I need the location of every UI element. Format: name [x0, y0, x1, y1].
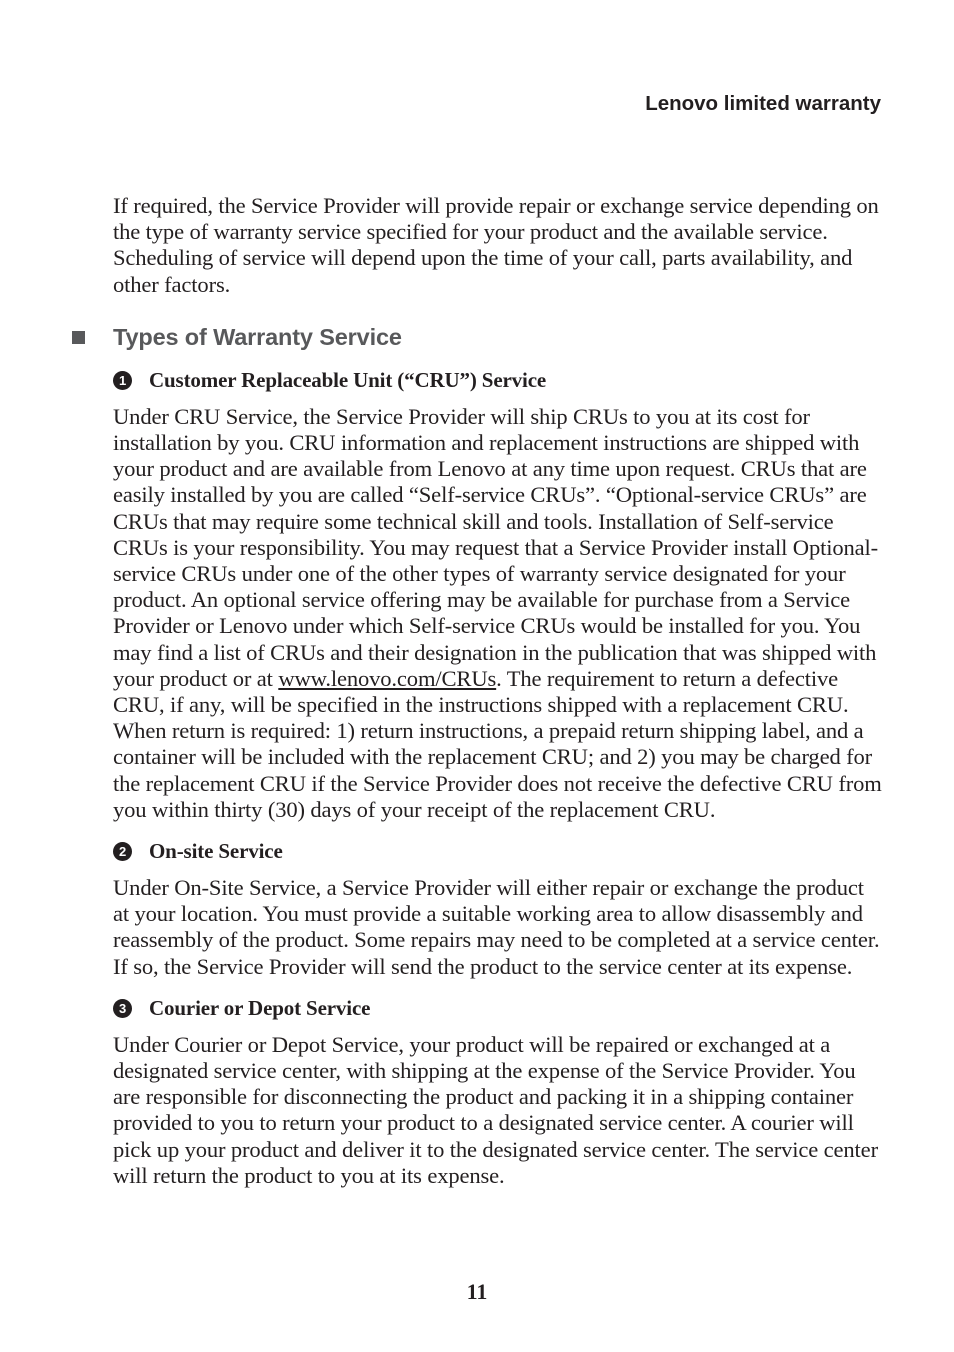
page-number: 11: [466, 1279, 488, 1304]
section-title: Types of Warranty Service: [113, 323, 402, 350]
subheading-title: Customer Replaceable Unit (“CRU”) Service: [149, 367, 547, 392]
subheading-courier-depot-service: [113, 994, 883, 1022]
section-heading: [113, 322, 883, 352]
onsite-service-paragraph: Under On-Site Service, a Service Provider will either repair or exchange the product at your location. You must provide a suitable working area to allow disassembly and reassembly of the product. Some repairs may need to be completed at a service center. If so, the Service Provider will send the product to the service center at its expense.: [113, 875, 880, 979]
subheading-title: On-site Service: [149, 839, 283, 864]
page-header-title: Lenovo limited warranty: [645, 92, 881, 115]
subheading-cru-service: [113, 366, 883, 394]
page-content: [113, 193, 883, 1203]
cru-text-after-link: . The requirement to return a defective CRU, if any, will be specified in the instructions shipped with a replacement CRU. When return is required: 1) return instructions, a prepaid return shipping label, and a container will be included with the replacement CRU; and 2) you may be charged for the replacement CRU if the Service Provider does not receive the defective CRU from you within thirty (30) days of your receipt of the replacement CRU.: [113, 665, 882, 822]
number-2-icon: 2: [113, 842, 132, 861]
square-bullet-icon: [72, 331, 85, 344]
number-1-icon: 1: [113, 371, 132, 390]
number-3-icon: 3: [113, 999, 132, 1018]
courier-depot-service-paragraph: Under Courier or Depot Service, your product will be repaired or exchanged at a designated service center, with shipping at the expense of the Service Provider. You are responsible for disconnecting the product and packing it in a shipping container provided to you to return your product to a designated service center. A courier will pick up your product and deliver it to the designated service center. The service center will return the product to you at its expense.: [113, 1031, 878, 1188]
subheading-title: Courier or Depot Service: [149, 995, 371, 1020]
cru-text-before-link: Under CRU Service, the Service Provider will ship CRUs to you at its cost for installation by you. CRU information and replacement instructions are shipped with your product and are available from Lenovo at any time upon request. CRUs that are easily installed by you are called “Self-service CRUs”. “Optional-service CRUs” are CRUs that may require some technical skill and tools. Installation of Self-service CRUs is your responsibility. You may request that a Service Provider install Optional-service CRUs under one of the other types of warranty service designated for your product. An optional service offering may be available for purchase from a Service Provider or Lenovo under which Self-service CRUs would be installed for you. You may find a list of CRUs and their designation in the publication that was shipped with your product or at: [113, 403, 879, 691]
intro-paragraph: If required, the Service Provider will provide repair or exchange service depending on the type of warranty service specified for your product and the available service. Scheduling of service will depend upon the time of your call, parts availability, and other factors.: [113, 193, 879, 297]
subheading-onsite-service: [113, 837, 883, 865]
cru-link[interactable]: www.lenovo.com/CRUs: [278, 665, 497, 691]
cru-service-paragraph: [113, 404, 883, 823]
